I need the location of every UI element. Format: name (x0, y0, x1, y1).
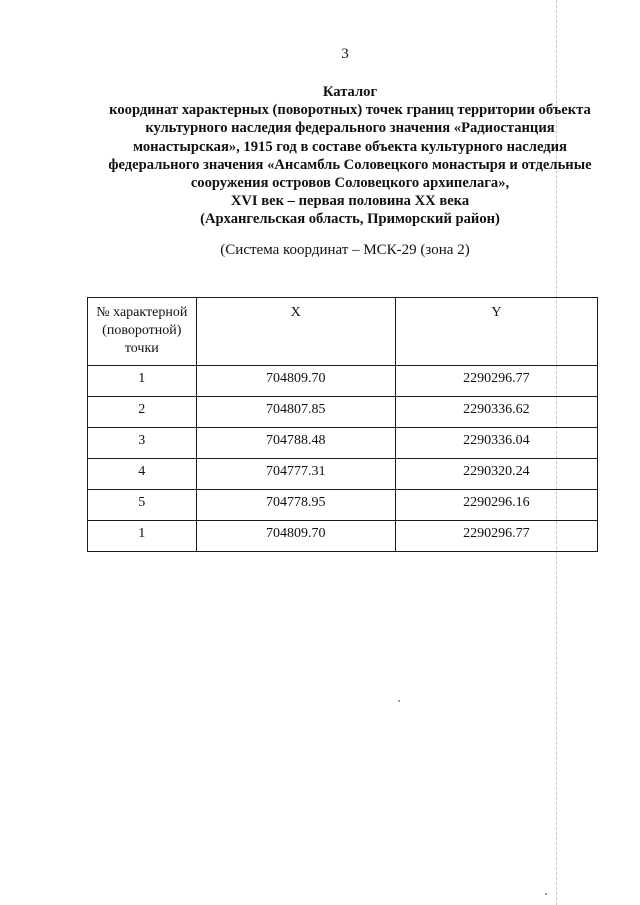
table-row (88, 428, 598, 459)
table-row (88, 490, 598, 521)
cell-point: 3 (88, 428, 197, 459)
cell-point: 1 (88, 521, 197, 552)
cell-y: 2290296.77 (395, 521, 597, 552)
cell-x: 704777.31 (196, 459, 395, 490)
title-line: Каталог (322, 84, 378, 100)
cell-point: 5 (88, 490, 197, 521)
cell-x: 704788.48 (196, 428, 395, 459)
cell-x: 704778.95 (196, 490, 395, 521)
header-x: X (196, 298, 395, 366)
cell-point: 4 (88, 459, 197, 490)
cell-point: 2 (88, 397, 197, 428)
coordinates-table (87, 297, 598, 552)
title-line: монастырская», 1915 год в составе объекта культурного наследия (133, 138, 567, 155)
header-point-line: (поворотной) (102, 323, 182, 338)
table-row (88, 521, 598, 552)
table-header-row (88, 298, 598, 366)
cell-x: 704807.85 (196, 397, 395, 428)
scan-artifact-dot (545, 893, 547, 895)
scan-artifact-dot (398, 700, 400, 702)
header-point-line: № характерной (96, 305, 188, 320)
cell-x: 704809.70 (196, 366, 395, 397)
header-point-number (88, 298, 197, 366)
title-line: культурного наследия федерального значения «Радиостанция (145, 120, 555, 137)
header-point-line: точки (124, 341, 159, 356)
page-number: 3 (341, 46, 349, 62)
cell-y: 2290336.04 (395, 428, 597, 459)
table-row (88, 397, 598, 428)
cell-point: 1 (88, 366, 197, 397)
document-title (80, 83, 620, 229)
cell-y: 2290320.24 (395, 459, 597, 490)
header-y: Y (395, 298, 597, 366)
coordinate-system-note: (Система координат – МСК-29 (зона 2) (220, 242, 470, 258)
title-line: федерального значения «Ансамбль Соловецкого монастыря и отдельные (108, 156, 592, 173)
cell-y: 2290296.77 (395, 366, 597, 397)
title-line: (Архангельская область, Приморский район) (200, 211, 500, 228)
title-line: сооружения островов Соловецкого архипелага», (190, 175, 510, 192)
cell-y: 2290296.16 (395, 490, 597, 521)
cell-y: 2290336.62 (395, 397, 597, 428)
table-row (88, 366, 598, 397)
cell-x: 704809.70 (196, 521, 395, 552)
title-line: координат характерных (поворотных) точек границ территории объекта (109, 102, 591, 119)
title-line: XVI век – первая половина XX века (230, 193, 470, 210)
table-row (88, 459, 598, 490)
